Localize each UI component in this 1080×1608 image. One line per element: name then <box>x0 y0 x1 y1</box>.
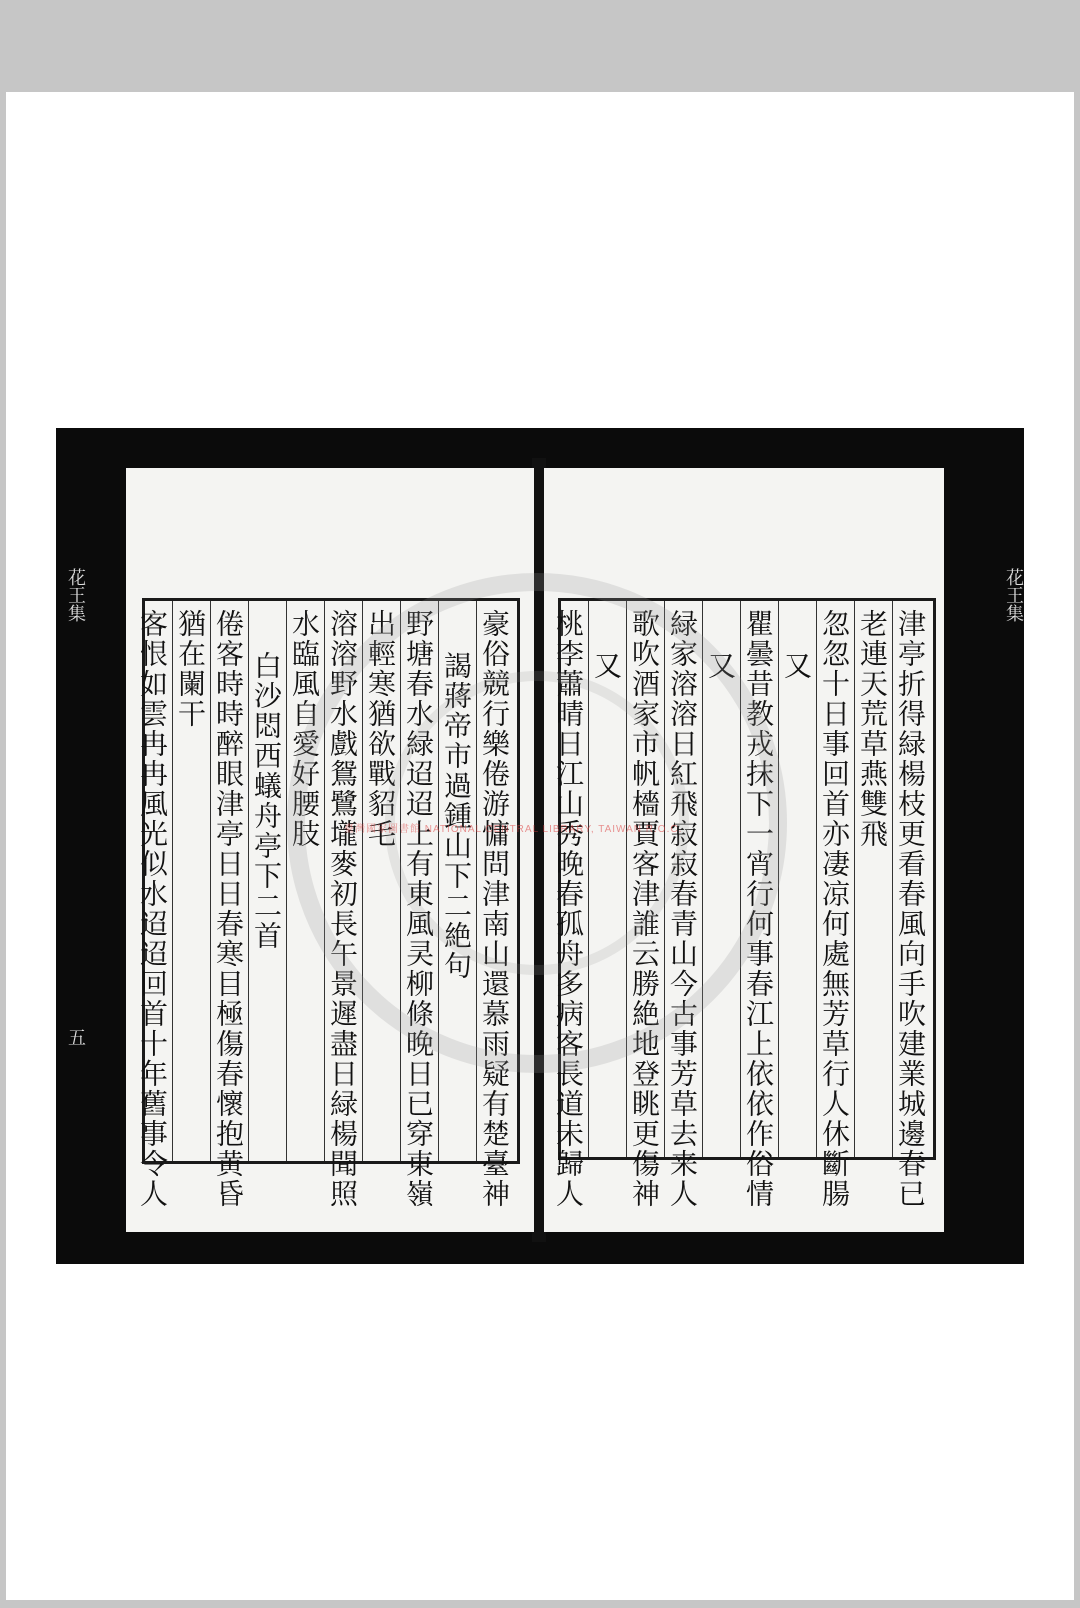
left-col-10: 客恨如雲冉冉風光似水迢迢回首十年舊事令人 <box>136 609 169 1209</box>
right-col-10: 桃李蕭晴日江山秀晚春孤舟多病客長道未歸人 <box>552 609 585 1209</box>
right-col-4: 又 <box>780 651 813 681</box>
left-col-7: 白沙悶西蟻舟亭下二首 <box>250 651 283 951</box>
column-rule <box>400 601 401 1161</box>
right-text-frame <box>552 598 936 1209</box>
watermark-text: 臺灣國家圖書館 NATIONAL CENTRAL LIBRARY, TAIWAN R.O.C. <box>344 824 683 835</box>
column-rule <box>626 601 627 1157</box>
column-rule <box>664 601 665 1157</box>
column-rule <box>740 601 741 1157</box>
column-rule <box>248 601 249 1161</box>
column-rule <box>438 601 439 1161</box>
right-col-8: 歌吹酒家市帆檣賈客津誰云勝絶地登眺更傷神 <box>628 609 661 1209</box>
left-col-4: 出輕寒猶欲戰貂毛 <box>364 609 397 849</box>
right-col-5: 瞿曇昔教戎抹下一宵行何事春江上依依作俗情 <box>742 609 775 1209</box>
right-col-6: 又 <box>704 651 737 681</box>
viewer-top-bar <box>0 0 1080 92</box>
left-col-8: 倦客時時醉眼津亭日日春寒目極傷春懷抱黄昏 <box>212 609 245 1209</box>
column-rule <box>588 601 589 1157</box>
column-rule <box>476 601 477 1161</box>
left-leaf <box>126 468 534 1232</box>
left-margin-page: 五 <box>65 1028 86 1046</box>
left-col-6: 水臨風自愛好腰肢 <box>288 609 321 849</box>
right-col-7: 緑家溶溶日紅飛寂寂春青山今古事芳草去来人 <box>666 609 699 1209</box>
column-rule <box>702 601 703 1157</box>
column-rule <box>210 601 211 1161</box>
left-col-1: 豪俗競行樂倦游慵問津南山還慕雨疑有楚臺神 <box>478 609 511 1209</box>
column-rule <box>362 601 363 1161</box>
left-col-3: 野塘春水緑迢迢上有東風㚑柳條晚日已穿東嶺 <box>402 609 435 1209</box>
right-leaf <box>544 468 944 1232</box>
left-col-2: 謁蔣帝市過鍾山下二絶句 <box>440 651 473 981</box>
right-col-2: 老連天荒草燕雙飛 <box>856 609 889 849</box>
column-rule <box>172 601 173 1161</box>
right-col-9: 又 <box>590 651 623 681</box>
left-margin-title: 花王集 <box>65 568 86 622</box>
left-text-frame <box>136 598 520 1209</box>
column-rule <box>816 601 817 1157</box>
column-rule <box>778 601 779 1157</box>
left-col-9: 猶在闌干 <box>174 609 207 729</box>
column-rule <box>854 601 855 1157</box>
column-rule <box>892 601 893 1157</box>
right-col-1: 津亭折得緑楊枝更看春風向手吹建業城邊春已 <box>894 609 927 1209</box>
right-margin-title: 花王集 <box>1003 568 1024 622</box>
right-col-3: 忽忽十日事回首亦凄凉何處無芳草行人休斷腸 <box>818 609 851 1209</box>
column-rule <box>286 601 287 1161</box>
column-rule <box>324 601 325 1161</box>
book-scan <box>56 428 1024 1264</box>
left-col-5: 溶溶野水戲鴛鷺壠麥初長午景遲盡日緑楊聞照 <box>326 609 359 1209</box>
